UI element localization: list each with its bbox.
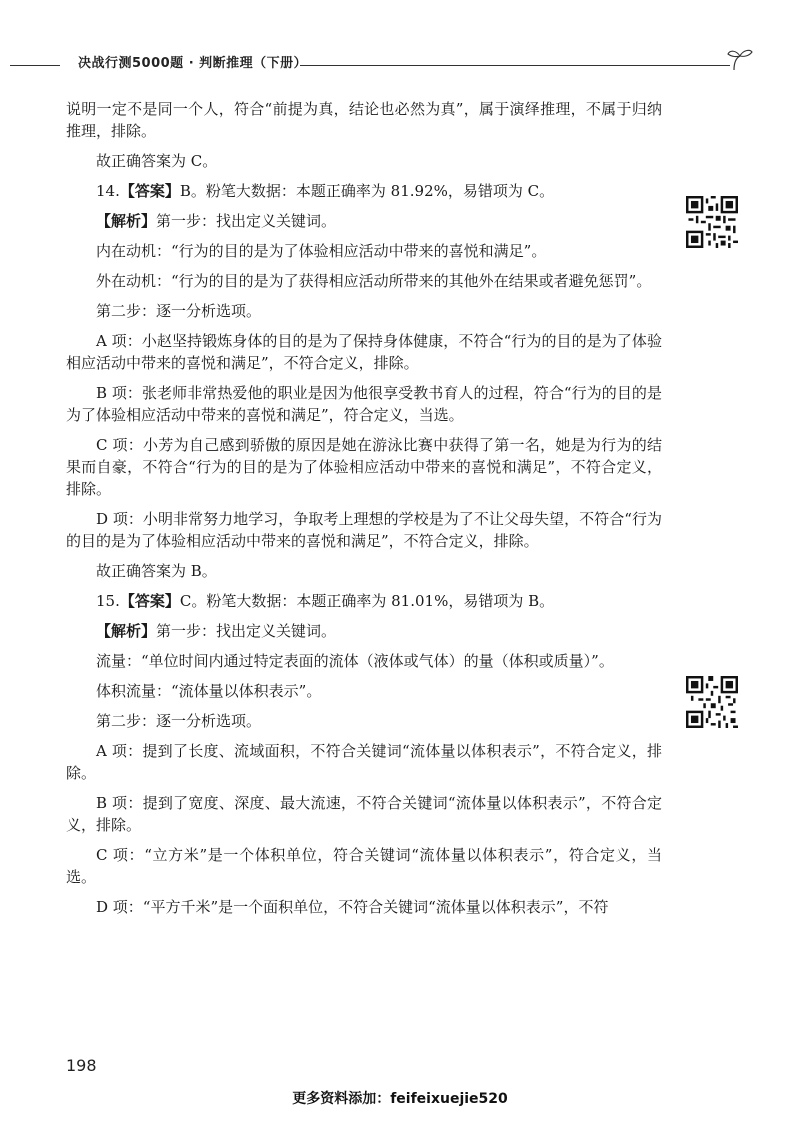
- definition-volume-flow: 体积流量：“流体量以体积表示”。: [96, 682, 322, 700]
- header-rule-right: [300, 65, 730, 66]
- option-c: C 项：“立方米”是一个体积单位，符合关键词“流体量以体积表示”，符合定义，当选。: [66, 846, 662, 886]
- option-b: B 项：张老师非常热爱他的职业是因为他很享受教书育人的过程，符合“行为的目的是为了体验相应活动中带来的喜悦和满足”，符合定义，当选。: [66, 384, 662, 424]
- running-header: [10, 48, 750, 76]
- paragraph: 说明一定不是同一个人，符合“前提为真，结论也必然为真”，属于演绎推理，不属于归纳推理，排除。: [66, 100, 662, 140]
- question-15-analysis: [66, 620, 662, 642]
- definition-flow: 流量：“单位时间内通过特定表面的流体（液体或气体）的量（体积或质量）”。: [96, 652, 614, 670]
- question-14-analysis: [66, 210, 662, 232]
- analysis-tag: 【解析】: [96, 212, 157, 230]
- footer-contact-note: 更多资料添加：feifeixuejie520: [292, 1091, 508, 1107]
- answer-tag: 【答案】: [119, 592, 180, 610]
- sprout-icon: [726, 48, 754, 72]
- book-title: 决战行测5000题 · 判断推理（下册）: [78, 56, 308, 71]
- analysis-tag: 【解析】: [96, 622, 157, 640]
- page-body: [66, 98, 662, 926]
- answer-text: B。粉笔大数据：本题正确率为 81.92%，易错项为 C。: [179, 182, 555, 200]
- analysis-text: 第一步：找出定义关键词。: [156, 622, 337, 640]
- option-a: A 项：小赵坚持锻炼身体的目的是为了保持身体健康，不符合“行为的目的是为了体验相应活动中带来的喜悦和满足”，不符合定义，排除。: [66, 332, 662, 372]
- step-two: 第二步：逐一分析选项。: [96, 302, 262, 320]
- analysis-text: 第一步：找出定义关键词。: [156, 212, 337, 230]
- option-d: D 项：“平方千米”是一个面积单位，不符合关键词“流体量以体积表示”，不符: [96, 898, 609, 916]
- question-number: 15.: [96, 592, 120, 610]
- answer-line: 故正确答案为 C。: [96, 152, 218, 170]
- question-15-answer: [66, 590, 662, 612]
- qr-code-icon[interactable]: [686, 676, 738, 728]
- qr-code-icon[interactable]: [686, 196, 738, 248]
- page-number: 198: [66, 1056, 97, 1075]
- question-14-answer: [66, 180, 662, 202]
- header-rule-left: [10, 65, 60, 66]
- question-number: 14.: [96, 182, 120, 200]
- answer-tag: 【答案】: [119, 182, 180, 200]
- definition-external: 外在动机：“行为的目的是为了获得相应活动所带来的其他外在结果或者避免惩罚”。: [96, 272, 652, 290]
- answer-text: C。粉笔大数据：本题正确率为 81.01%，易错项为 B。: [179, 592, 555, 610]
- answer-line: 故正确答案为 B。: [96, 562, 217, 580]
- step-two: 第二步：逐一分析选项。: [96, 712, 262, 730]
- option-c: C 项：小芳为自己感到骄傲的原因是她在游泳比赛中获得了第一名，她是为行为的结果而自豪，不符合“行为的目的是为了体验相应活动中带来的喜悦和满足”，不符合定义，排除。: [66, 436, 662, 498]
- option-a: A 项：提到了长度、流域面积，不符合关键词“流体量以体积表示”，不符合定义，排除。: [66, 742, 662, 782]
- option-d: D 项：小明非常努力地学习，争取考上理想的学校是为了不让父母失望，不符合“行为的目的是为了体验相应活动中带来的喜悦和满足”，不符合定义，排除。: [66, 510, 662, 550]
- option-b: B 项：提到了宽度、深度、最大流速，不符合关键词“流体量以体积表示”，不符合定义，排除。: [66, 794, 662, 834]
- definition-internal: 内在动机：“行为的目的是为了体验相应活动中带来的喜悦和满足”。: [96, 242, 547, 260]
